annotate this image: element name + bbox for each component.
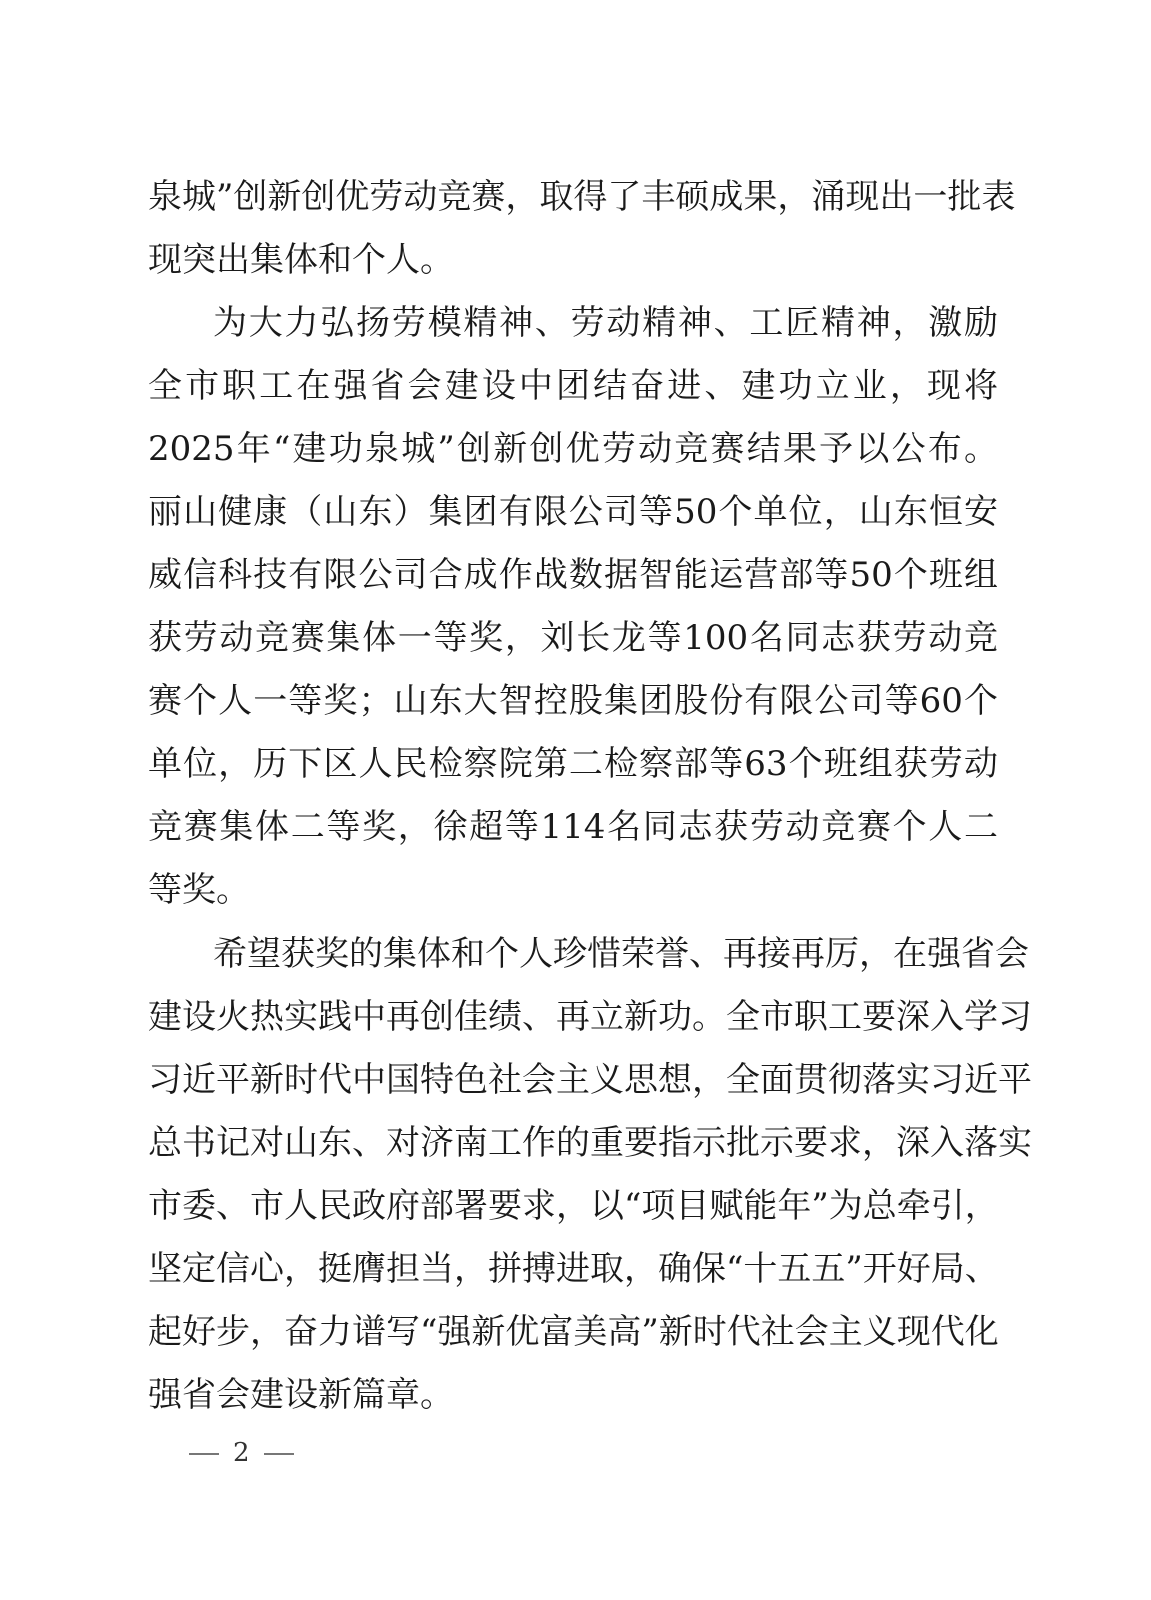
text-line: 等奖。 (148, 870, 250, 910)
text-line: 丽山健康（山东）集团有限公司等50个单位，山东恒安 (148, 492, 998, 532)
text-line: 总书记对山东、对济南工作的重要指示批示要求，深入落实 (148, 1123, 1032, 1163)
text-line: 2025年“建功泉城”创新创优劳动竞赛结果予以公布。 (148, 429, 998, 469)
page-footer (175, 1438, 308, 1468)
text-line: 全市职工在强省会建设中团结奋进、建功立业，现将 (148, 366, 998, 406)
text-line: 市委、市人民政府部署要求，以“项目赋能年”为总牵引， (148, 1186, 999, 1226)
text-line: 单位，历下区人民检察院第二检察部等63个班组获劳动 (148, 744, 998, 784)
text-line: 习近平新时代中国特色社会主义思想，全面贯彻落实习近平 (148, 1060, 1032, 1100)
paragraph-start-line: 为大力弘扬劳模精神、劳动精神、工匠精神，激励 (213, 303, 998, 343)
text-line: 现突出集体和个人。 (148, 240, 454, 280)
text-line: 威信科技有限公司合成作战数据智能运营部等50个班组 (148, 555, 998, 595)
text-line: 起好步，奋力谱写“强新优富美高”新时代社会主义现代化 (148, 1312, 999, 1352)
text-line: 赛个人一等奖；山东大智控股集团股份有限公司等60个 (148, 681, 998, 721)
text-line: 泉城”创新创优劳动竞赛，取得了丰硕成果，涌现出一批表 (148, 177, 1016, 217)
text-line: 获劳动竞赛集体一等奖，刘长龙等100名同志获劳动竞 (148, 618, 998, 658)
text-line: 竞赛集体二等奖，徐超等114名同志获劳动竞赛个人二 (148, 807, 998, 847)
text-line: 坚定信心，挺膺担当，拼搏进取，确保“十五五”开好局、 (148, 1249, 999, 1289)
text-line: 建设火热实践中再创佳绩、再立新功。全市职工要深入学习 (148, 997, 1032, 1037)
paragraph-start-line: 希望获奖的集体和个人珍惜荣誉、再接再厉，在强省会 (213, 934, 1029, 974)
page-number: 2 (233, 1438, 250, 1468)
text-line: 强省会建设新篇章。 (148, 1375, 454, 1415)
footer-dash-left (189, 1453, 219, 1455)
footer-dash-right (264, 1453, 294, 1455)
